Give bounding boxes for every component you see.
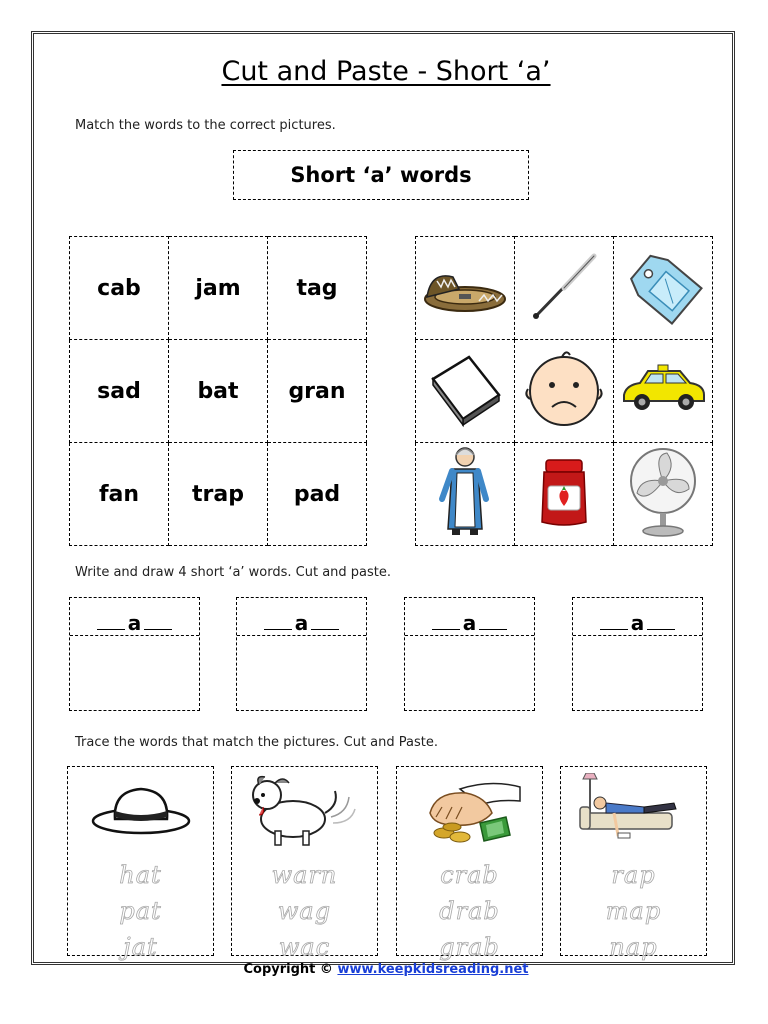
write-draw-box[interactable] — [236, 597, 367, 711]
trace-word: wag — [277, 897, 332, 925]
word-card[interactable]: jam — [169, 237, 268, 340]
worksheet-page — [31, 31, 735, 977]
fan-icon — [623, 445, 703, 539]
write-instruction: Write and draw 4 short ‘a’ words. Cut and paste. — [75, 565, 392, 580]
word-card[interactable]: cab — [70, 237, 169, 340]
picture-card[interactable] — [614, 340, 713, 443]
trace-box[interactable] — [560, 766, 707, 961]
picture-card[interactable] — [614, 443, 713, 546]
copyright-footer — [34, 962, 738, 977]
vowel-letter: a — [127, 611, 142, 635]
picture-card[interactable] — [515, 340, 614, 443]
word-card[interactable]: bat — [169, 340, 268, 443]
write-draw-box[interactable] — [404, 597, 535, 711]
trace-word: nap — [609, 933, 658, 961]
trace-word: hat — [119, 861, 162, 889]
trace-word: pat — [119, 897, 162, 925]
pad-icon — [425, 349, 505, 429]
dog-wagging-icon — [245, 773, 365, 849]
word-blank-row — [573, 598, 702, 636]
sad-face-icon — [522, 347, 606, 431]
trace-instruction: Trace the words that match the pictures. Cut and Paste. — [75, 735, 438, 750]
grabbing-hand-icon — [410, 773, 530, 849]
page-title: Cut and Paste - Short ‘a’ — [221, 56, 551, 87]
write-draw-box[interactable] — [69, 597, 200, 711]
napping-man-icon — [574, 773, 694, 849]
picture-grid — [415, 236, 713, 546]
trace-word: drab — [439, 897, 500, 925]
word-card[interactable]: fan — [70, 443, 169, 546]
trace-box[interactable] — [67, 766, 214, 961]
vowel-letter: a — [630, 611, 645, 635]
vowel-letter: a — [462, 611, 477, 635]
match-instruction: Match the words to the correct pictures. — [75, 118, 336, 133]
picture-card[interactable] — [515, 237, 614, 340]
picture-card[interactable] — [515, 443, 614, 546]
short-a-words-label: Short ‘a’ words — [233, 150, 529, 200]
word-card[interactable]: sad — [70, 340, 169, 443]
jam-icon — [534, 454, 594, 530]
word-blank-row — [405, 598, 534, 636]
word-grid — [69, 236, 367, 546]
trace-word: map — [605, 897, 662, 925]
picture-card[interactable] — [416, 443, 515, 546]
word-card[interactable]: gran — [268, 340, 367, 443]
word-card[interactable]: pad — [268, 443, 367, 546]
trace-box[interactable] — [231, 766, 378, 961]
trace-word: crab — [440, 861, 499, 889]
trace-box[interactable] — [396, 766, 543, 961]
website-link[interactable]: www.keepkidsreading.net — [337, 962, 529, 977]
gran-icon — [430, 443, 500, 541]
tag-icon — [620, 243, 706, 329]
write-draw-box[interactable] — [572, 597, 703, 711]
picture-card[interactable] — [614, 237, 713, 340]
trace-word: rap — [611, 861, 656, 889]
word-card[interactable]: tag — [268, 237, 367, 340]
trace-word: warn — [271, 861, 338, 889]
word-blank-row — [237, 598, 366, 636]
hat-icon — [81, 773, 201, 843]
trace-word: grab — [439, 933, 500, 961]
word-card[interactable]: trap — [169, 443, 268, 546]
word-blank-row — [70, 598, 199, 636]
vowel-letter: a — [294, 611, 309, 635]
cab-icon — [618, 359, 708, 419]
copyright-text: Copyright © — [243, 962, 338, 977]
picture-card[interactable] — [416, 237, 515, 340]
trace-word: jat — [123, 933, 158, 961]
bat-icon — [524, 246, 604, 326]
picture-card[interactable] — [416, 340, 515, 443]
trap-icon — [419, 251, 511, 321]
trace-word: wac — [278, 933, 331, 961]
